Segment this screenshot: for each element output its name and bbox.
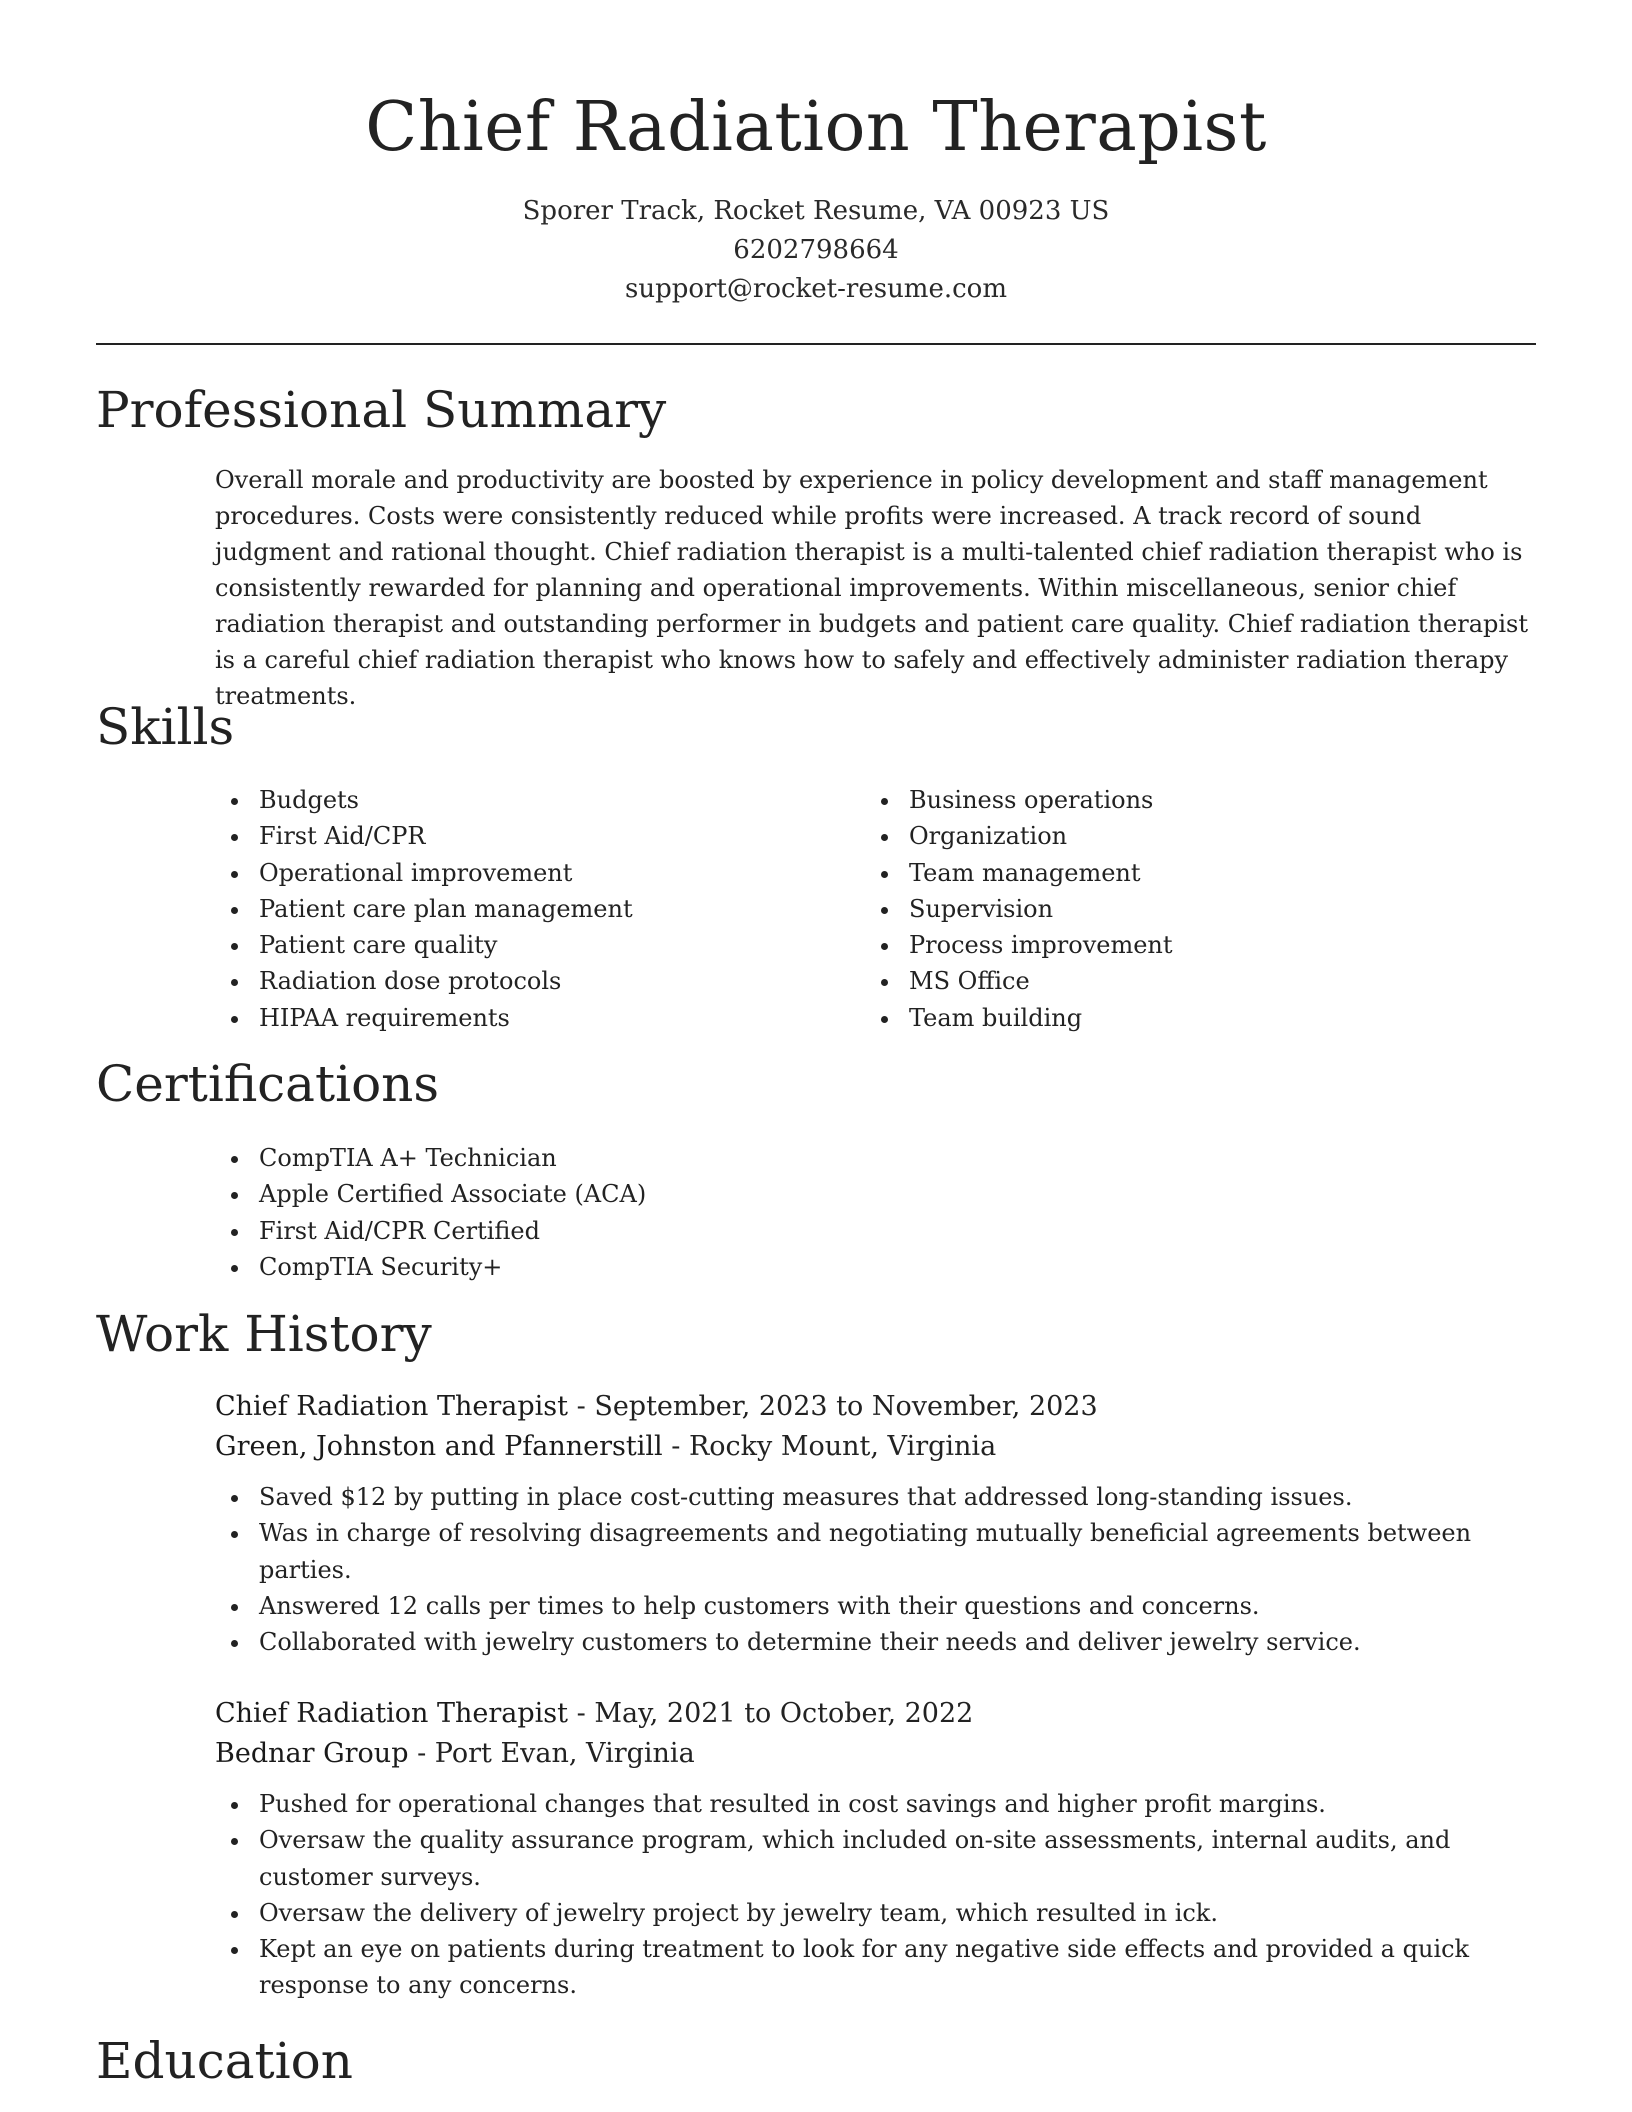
contact-phone: 6202798664 [733,235,899,265]
skill-item: Supervision [865,891,1505,927]
resume-header [0,0,1632,309]
contact-address: Sporer Track, Rocket Resume, VA 00923 US [522,196,1110,226]
certifications-list [215,1140,1515,1285]
job-company: Green, Johnston and Pfannerstill [215,1431,663,1462]
job-duty-item: Answered 12 calls per times to help customers with their questions and concerns. [215,1588,1540,1624]
skills-column-1 [215,782,855,1036]
skill-item: Organization [865,818,1505,854]
job-title-line [215,1387,1540,1427]
job-location: - Port Evan, Virginia [408,1738,695,1769]
skill-item: Radiation dose protocols [215,963,855,999]
certification-item: CompTIA A+ Technician [215,1140,1515,1176]
skill-item: Team building [865,1000,1505,1036]
job-role: Chief Radiation Therapist [215,1391,569,1422]
job-company-line [215,1734,1540,1774]
summary-text: Overall morale and productivity are boosted by experience in policy development and staff management procedures. Costs were consistently reduced while profits were increased. A track record of sound judgment and rational thought. Chief radiation therapist is a multi-talented chief radiation therapist who is consistently rewarded for planning and operational improvements. Within miscellaneous, senior chief radiation therapist and outstanding performer in budgets and patient care quality. Chief radiation therapist is a careful chief radiation therapist who knows how to safely and effectively administer radiation therapy treatments. [215,466,1529,710]
certification-item: Apple Certified Associate (ACA) [215,1176,1515,1212]
job-duty-item: Oversaw the quality assurance program, which included on-site assessments, internal audits, and customer surveys. [215,1822,1540,1895]
skills-heading: Skills [96,698,235,756]
job-title-line [215,1694,1540,1734]
job-duty-item: Pushed for operational changes that resulted in cost savings and higher profit margins. [215,1786,1540,1822]
job-location: - Rocky Mount, Virginia [662,1431,997,1462]
job-duties-list [215,1786,1540,2004]
job-company-line [215,1427,1540,1467]
job-duty-item: Saved $12 by putting in place cost-cutting measures that addressed long-standing issues. [215,1479,1540,1515]
job-duty-item: Was in charge of resolving disagreements and negotiating mutually beneficial agreements between parties. [215,1515,1540,1588]
skill-item: Process improvement [865,927,1505,963]
job-duty-item: Collaborated with jewelry customers to determine their needs and deliver jewelry service. [215,1624,1540,1660]
skill-item: First Aid/CPR [215,818,855,854]
skill-item: Patient care plan management [215,891,855,927]
skill-item: MS Office [865,963,1505,999]
contact-email: support@rocket-resume.com [624,274,1007,304]
header-divider [96,343,1536,345]
job-entry [215,1694,1540,2004]
contact-info [0,192,1632,309]
work-history-heading: Work History [96,1305,432,1363]
certification-item: CompTIA Security+ [215,1249,1515,1285]
certification-item: First Aid/CPR Certified [215,1213,1515,1249]
job-duty-item: Kept an eye on patients during treatment to look for any negative side effects and provided a quick response to any concerns. [215,1931,1540,2004]
job-entry [215,1387,1540,1660]
resume-name: Chief Radiation Therapist [365,88,1267,167]
summary-heading: Professional Summary [96,381,667,439]
skills-column-2 [865,782,1505,1036]
certifications-heading: Certifications [96,1055,440,1113]
skill-item: Operational improvement [215,855,855,891]
job-role: Chief Radiation Therapist [215,1698,569,1729]
job-dates: - September, 2023 to November, 2023 [568,1391,1098,1422]
skill-item: Budgets [215,782,855,818]
job-dates: - May, 2021 to October, 2022 [568,1698,974,1729]
skill-item: Patient care quality [215,927,855,963]
skill-item: Team management [865,855,1505,891]
job-company: Bednar Group [215,1738,409,1769]
job-duty-item: Oversaw the delivery of jewelry project by jewelry team, which resulted in ick. [215,1895,1540,1931]
skill-item: HIPAA requirements [215,1000,855,1036]
skill-item: Business operations [865,782,1505,818]
job-duties-list [215,1479,1540,1660]
education-heading: Education [96,2032,353,2090]
